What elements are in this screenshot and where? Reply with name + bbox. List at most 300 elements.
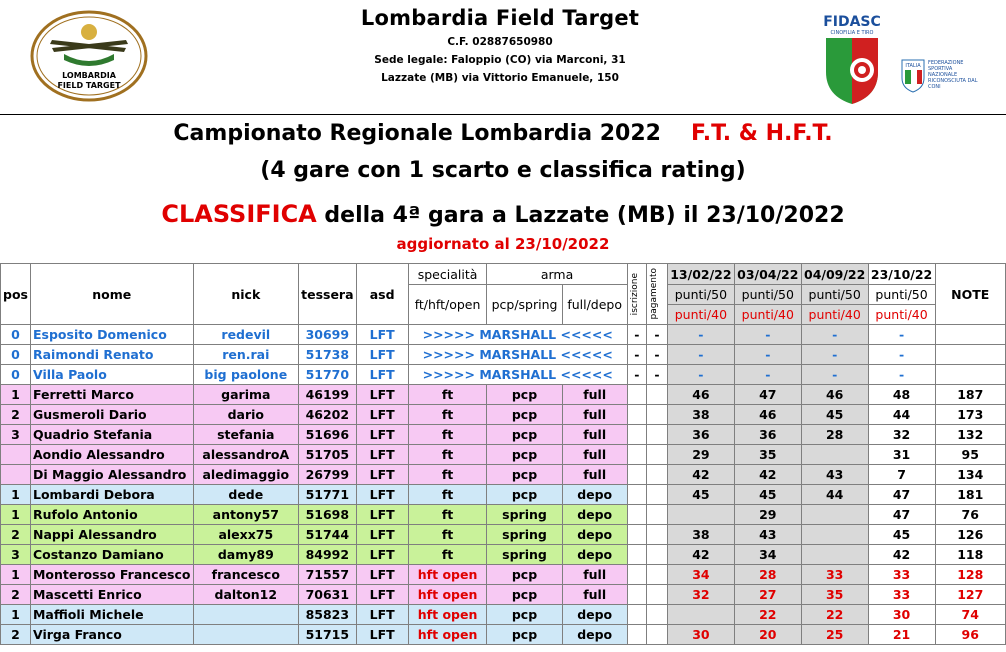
tipo-cell: full xyxy=(562,385,627,405)
asd-cell: LFT xyxy=(356,585,408,605)
table-row xyxy=(1,545,1006,565)
iscrizione-cell: - xyxy=(627,345,646,365)
iscrizione-cell xyxy=(627,565,646,585)
specialita-cell: ft xyxy=(408,425,487,445)
marshall-cell: >>>>> MARSHALL <<<<< xyxy=(408,365,627,385)
nick-cell: big paolone xyxy=(193,365,299,385)
header-p50-4: punti/50 xyxy=(868,285,935,305)
note-cell: 118 xyxy=(935,545,1005,565)
pagamento-cell: - xyxy=(646,365,667,385)
tessera-cell: 51771 xyxy=(299,485,356,505)
arma-cell: pcp xyxy=(487,585,562,605)
nome-cell: Mascetti Enrico xyxy=(30,585,193,605)
score-cell xyxy=(801,545,868,565)
arma-cell: pcp xyxy=(487,605,562,625)
pos-cell: 2 xyxy=(1,625,31,645)
score-cell: - xyxy=(868,325,935,345)
note-cell: 187 xyxy=(935,385,1005,405)
championship-title xyxy=(0,121,1006,146)
iscrizione-cell xyxy=(627,425,646,445)
tipo-cell: full xyxy=(562,405,627,425)
iscrizione-cell xyxy=(627,585,646,605)
header-specialita: specialità xyxy=(408,264,487,285)
score-cell: 20 xyxy=(734,625,801,645)
score-cell: 30 xyxy=(667,625,734,645)
score-cell: - xyxy=(734,325,801,345)
note-cell: 74 xyxy=(935,605,1005,625)
table-row xyxy=(1,565,1006,585)
asd-cell: LFT xyxy=(356,605,408,625)
title-block xyxy=(0,115,1006,264)
score-cell: 28 xyxy=(734,565,801,585)
score-cell: - xyxy=(801,345,868,365)
score-cell: 42 xyxy=(667,545,734,565)
specialita-cell: hft open xyxy=(408,625,487,645)
header-p40-2: punti/40 xyxy=(734,305,801,325)
header-pagamento: pagamento xyxy=(646,264,667,325)
asd-cell: LFT xyxy=(356,525,408,545)
ranking-table xyxy=(0,263,1006,645)
table-row xyxy=(1,525,1006,545)
arma-cell: pcp xyxy=(487,485,562,505)
tipo-cell: full xyxy=(562,565,627,585)
header-asd: asd xyxy=(356,264,408,325)
table-row xyxy=(1,425,1006,445)
note-cell: 76 xyxy=(935,505,1005,525)
score-cell: 44 xyxy=(868,405,935,425)
specialita-cell: hft open xyxy=(408,565,487,585)
score-cell: 32 xyxy=(667,585,734,605)
score-cell: 25 xyxy=(801,625,868,645)
table-row xyxy=(1,365,1006,385)
arma-cell: spring xyxy=(487,545,562,565)
asd-cell: LFT xyxy=(356,545,408,565)
header-p40-4: punti/40 xyxy=(868,305,935,325)
score-cell: 46 xyxy=(667,385,734,405)
pagamento-cell xyxy=(646,585,667,605)
tessera-cell: 71557 xyxy=(299,565,356,585)
marshall-cell: >>>>> MARSHALL <<<<< xyxy=(408,345,627,365)
header-p50-3: punti/50 xyxy=(801,285,868,305)
svg-text:FIELD TARGET: FIELD TARGET xyxy=(57,81,121,90)
pos-cell: 2 xyxy=(1,405,31,425)
score-cell: 46 xyxy=(734,405,801,425)
nick-cell: alessandroA xyxy=(193,445,299,465)
table-row xyxy=(1,485,1006,505)
arma-cell: spring xyxy=(487,525,562,545)
score-cell: 38 xyxy=(667,405,734,425)
note-cell: 134 xyxy=(935,465,1005,485)
pos-cell xyxy=(1,445,31,465)
note-cell xyxy=(935,325,1005,345)
specialita-cell: ft xyxy=(408,545,487,565)
pos-cell: 2 xyxy=(1,525,31,545)
nick-cell: garima xyxy=(193,385,299,405)
tipo-cell: full xyxy=(562,445,627,465)
ranking-rows xyxy=(1,325,1006,645)
pagamento-cell xyxy=(646,625,667,645)
iscrizione-cell xyxy=(627,525,646,545)
nome-cell: Quadrio Stefania xyxy=(30,425,193,445)
score-cell: 31 xyxy=(868,445,935,465)
score-cell: - xyxy=(868,345,935,365)
nome-cell: Ferretti Marco xyxy=(30,385,193,405)
nome-cell: Lombardi Debora xyxy=(30,485,193,505)
pagamento-cell xyxy=(646,505,667,525)
header-p40-1: punti/40 xyxy=(667,305,734,325)
pagamento-cell xyxy=(646,465,667,485)
score-cell: 43 xyxy=(801,465,868,485)
score-cell: 35 xyxy=(734,445,801,465)
score-cell: - xyxy=(801,325,868,345)
lazzate-address: Lazzate (MB) via Vittorio Emanuele, 150 xyxy=(381,72,619,84)
specialita-cell: ft xyxy=(408,465,487,485)
score-cell: 48 xyxy=(868,385,935,405)
header-tessera: tessera xyxy=(299,264,356,325)
score-cell: 22 xyxy=(734,605,801,625)
tessera-cell: 51738 xyxy=(299,345,356,365)
pagamento-cell xyxy=(646,565,667,585)
score-cell: - xyxy=(667,365,734,385)
specialita-cell: ft xyxy=(408,505,487,525)
note-cell: 127 xyxy=(935,585,1005,605)
header-nick: nick xyxy=(193,264,299,325)
tessera-cell: 46199 xyxy=(299,385,356,405)
score-cell: - xyxy=(667,345,734,365)
specialita-cell: ft xyxy=(408,405,487,425)
header-date-1: 13/02/22 xyxy=(667,264,734,285)
table-row xyxy=(1,585,1006,605)
score-cell: 47 xyxy=(868,485,935,505)
note-cell: 173 xyxy=(935,405,1005,425)
note-cell xyxy=(935,365,1005,385)
asd-cell: LFT xyxy=(356,365,408,385)
score-cell: 32 xyxy=(868,425,935,445)
nick-cell: alexx75 xyxy=(193,525,299,545)
score-cell: 33 xyxy=(801,565,868,585)
header-date-2: 03/04/22 xyxy=(734,264,801,285)
note-cell: 96 xyxy=(935,625,1005,645)
marshall-cell: >>>>> MARSHALL <<<<< xyxy=(408,325,627,345)
pagamento-cell xyxy=(646,425,667,445)
table-row xyxy=(1,385,1006,405)
nick-cell: francesco xyxy=(193,565,299,585)
nick-cell: damy89 xyxy=(193,545,299,565)
score-cell: 21 xyxy=(868,625,935,645)
asd-cell: LFT xyxy=(356,485,408,505)
legal-address: Sede legale: Faloppio (CO) via Marconi, 31 xyxy=(374,54,626,66)
score-cell xyxy=(801,505,868,525)
pos-cell: 3 xyxy=(1,545,31,565)
specialita-cell: hft open xyxy=(408,585,487,605)
table-row xyxy=(1,625,1006,645)
score-cell: 7 xyxy=(868,465,935,485)
header-pos: pos xyxy=(1,264,31,325)
header-ft-hft-open: ft/hft/open xyxy=(408,285,487,325)
asd-cell: LFT xyxy=(356,445,408,465)
nome-cell: Nappi Alessandro xyxy=(30,525,193,545)
table-row xyxy=(1,445,1006,465)
specialita-cell: ft xyxy=(408,445,487,465)
score-cell: 34 xyxy=(667,565,734,585)
tessera-cell: 84992 xyxy=(299,545,356,565)
pos-cell: 0 xyxy=(1,345,31,365)
pos-cell: 1 xyxy=(1,385,31,405)
pos-cell: 1 xyxy=(1,605,31,625)
tipo-cell: depo xyxy=(562,505,627,525)
discipline-label: F.T. & H.F.T. xyxy=(690,121,833,146)
nome-cell: Raimondi Renato xyxy=(30,345,193,365)
pagamento-cell xyxy=(646,525,667,545)
organization-info xyxy=(300,6,700,87)
score-cell: 34 xyxy=(734,545,801,565)
pagamento-cell xyxy=(646,385,667,405)
note-cell: 126 xyxy=(935,525,1005,545)
note-cell: 132 xyxy=(935,425,1005,445)
score-cell: 38 xyxy=(667,525,734,545)
svg-text:FIDASC: FIDASC xyxy=(823,14,881,30)
tipo-cell: full xyxy=(562,425,627,445)
score-cell: 45 xyxy=(801,405,868,425)
tessera-cell: 85823 xyxy=(299,605,356,625)
score-cell: 28 xyxy=(801,425,868,445)
score-cell: 29 xyxy=(667,445,734,465)
iscrizione-cell xyxy=(627,625,646,645)
nick-cell: aledimaggio xyxy=(193,465,299,485)
pos-cell: 1 xyxy=(1,485,31,505)
header-date-3: 04/09/22 xyxy=(801,264,868,285)
tipo-cell: depo xyxy=(562,545,627,565)
svg-text:CINOFILIA E TIRO: CINOFILIA E TIRO xyxy=(830,30,874,36)
iscrizione-cell xyxy=(627,445,646,465)
pos-cell: 1 xyxy=(1,505,31,525)
nick-cell: stefania xyxy=(193,425,299,445)
nick-cell xyxy=(193,605,299,625)
race-info: della 4ª gara a Lazzate (MB) il 23/10/2022 xyxy=(316,203,845,228)
tessera-cell: 51744 xyxy=(299,525,356,545)
score-cell: 22 xyxy=(801,605,868,625)
score-cell: 44 xyxy=(801,485,868,505)
score-cell: - xyxy=(868,365,935,385)
score-cell xyxy=(801,445,868,465)
pagamento-cell xyxy=(646,405,667,425)
iscrizione-cell: - xyxy=(627,365,646,385)
table-row xyxy=(1,465,1006,485)
iscrizione-cell: - xyxy=(627,325,646,345)
score-cell: - xyxy=(734,345,801,365)
svg-text:ITALIA: ITALIA xyxy=(905,63,921,69)
tessera-cell: 51770 xyxy=(299,365,356,385)
tessera-cell: 51715 xyxy=(299,625,356,645)
tessera-cell: 51705 xyxy=(299,445,356,465)
note-cell: 128 xyxy=(935,565,1005,585)
nick-cell: dalton12 xyxy=(193,585,299,605)
score-cell: 45 xyxy=(667,485,734,505)
letterhead xyxy=(0,0,1006,115)
iscrizione-cell xyxy=(627,385,646,405)
table-row xyxy=(1,325,1006,345)
org-name: Lombardia Field Target xyxy=(360,6,640,30)
score-cell: 42 xyxy=(667,465,734,485)
nome-cell: Aondio Alessandro xyxy=(30,445,193,465)
score-cell: 36 xyxy=(734,425,801,445)
nome-cell: Di Maggio Alessandro xyxy=(30,465,193,485)
tessera-cell: 70631 xyxy=(299,585,356,605)
nome-cell: Costanzo Damiano xyxy=(30,545,193,565)
header-p50-1: punti/50 xyxy=(667,285,734,305)
nome-cell: Rufolo Antonio xyxy=(30,505,193,525)
nome-cell: Gusmeroli Dario xyxy=(30,405,193,425)
lombardia-field-target-logo xyxy=(30,10,148,102)
arma-cell: spring xyxy=(487,505,562,525)
updated-date: aggiornato al 23/10/2022 xyxy=(396,235,610,253)
arma-cell: pcp xyxy=(487,465,562,485)
championship-name: Campionato Regionale Lombardia 2022 xyxy=(173,121,661,146)
header-p50-2: punti/50 xyxy=(734,285,801,305)
score-cell xyxy=(801,525,868,545)
arma-cell: pcp xyxy=(487,445,562,465)
score-cell xyxy=(667,605,734,625)
iscrizione-cell xyxy=(627,405,646,425)
pos-cell: 2 xyxy=(1,585,31,605)
asd-cell: LFT xyxy=(356,565,408,585)
pagamento-cell xyxy=(646,545,667,565)
arma-cell: pcp xyxy=(487,385,562,405)
score-cell: 47 xyxy=(868,505,935,525)
score-cell: 27 xyxy=(734,585,801,605)
score-cell: - xyxy=(667,325,734,345)
header-date-4: 23/10/22 xyxy=(868,264,935,285)
score-cell: 35 xyxy=(801,585,868,605)
nome-cell: Esposito Domenico xyxy=(30,325,193,345)
score-cell: 46 xyxy=(801,385,868,405)
pagamento-cell xyxy=(646,445,667,465)
iscrizione-cell xyxy=(627,465,646,485)
nome-cell: Monterosso Francesco xyxy=(30,565,193,585)
tessera-cell: 46202 xyxy=(299,405,356,425)
pagamento-cell: - xyxy=(646,345,667,365)
note-cell xyxy=(935,345,1005,365)
classifica-label: CLASSIFICA xyxy=(161,200,317,228)
note-cell: 95 xyxy=(935,445,1005,465)
pagamento-cell: - xyxy=(646,325,667,345)
score-cell: - xyxy=(801,365,868,385)
asd-cell: LFT xyxy=(356,385,408,405)
pagamento-cell xyxy=(646,605,667,625)
tessera-cell: 26799 xyxy=(299,465,356,485)
tipo-cell: depo xyxy=(562,485,627,505)
header-arma: arma xyxy=(487,264,627,285)
iscrizione-cell xyxy=(627,605,646,625)
note-cell: 181 xyxy=(935,485,1005,505)
asd-cell: LFT xyxy=(356,425,408,445)
nick-cell: dede xyxy=(193,485,299,505)
tipo-cell: full xyxy=(562,465,627,485)
tipo-cell: depo xyxy=(562,525,627,545)
arma-cell: pcp xyxy=(487,565,562,585)
score-cell: 42 xyxy=(868,545,935,565)
specialita-cell: hft open xyxy=(408,605,487,625)
table-row xyxy=(1,405,1006,425)
asd-cell: LFT xyxy=(356,625,408,645)
nick-cell: redevil xyxy=(193,325,299,345)
header-note: NOTE xyxy=(935,264,1005,325)
nick-cell: ren.rai xyxy=(193,345,299,365)
pagamento-cell xyxy=(646,485,667,505)
pos-cell: 0 xyxy=(1,325,31,345)
nome-cell: Villa Paolo xyxy=(30,365,193,385)
score-cell: 45 xyxy=(734,485,801,505)
score-cell: 43 xyxy=(734,525,801,545)
asd-cell: LFT xyxy=(356,325,408,345)
pos-cell: 1 xyxy=(1,565,31,585)
asd-cell: LFT xyxy=(356,345,408,365)
tipo-cell: full xyxy=(562,585,627,605)
score-cell: 33 xyxy=(868,565,935,585)
asd-cell: LFT xyxy=(356,505,408,525)
header-nome: nome xyxy=(30,264,193,325)
asd-cell: LFT xyxy=(356,405,408,425)
specialita-cell: ft xyxy=(408,485,487,505)
score-cell: 33 xyxy=(868,585,935,605)
score-cell: 29 xyxy=(734,505,801,525)
pos-cell: 3 xyxy=(1,425,31,445)
pos-cell: 0 xyxy=(1,365,31,385)
format-subtitle: (4 gare con 1 scarto e classifica rating) xyxy=(260,158,746,183)
table-row xyxy=(1,345,1006,365)
tessera-cell: 30699 xyxy=(299,325,356,345)
header-iscrizione: iscrizione xyxy=(627,264,646,325)
iscrizione-cell xyxy=(627,545,646,565)
score-cell: 36 xyxy=(667,425,734,445)
ranking-title xyxy=(0,200,1006,228)
federation-text: FEDERAZIONE SPORTIVA NAZIONALE RICONOSCIUTA DAL CONI xyxy=(928,60,978,90)
table-row xyxy=(1,605,1006,625)
specialita-cell: ft xyxy=(408,525,487,545)
nick-cell: antony57 xyxy=(193,505,299,525)
nome-cell: Virga Franco xyxy=(30,625,193,645)
pos-cell xyxy=(1,465,31,485)
score-cell: 30 xyxy=(868,605,935,625)
tessera-cell: 51696 xyxy=(299,425,356,445)
tipo-cell: depo xyxy=(562,625,627,645)
svg-text:LOMBARDIA: LOMBARDIA xyxy=(62,71,116,80)
arma-cell: pcp xyxy=(487,405,562,425)
fiscal-code: C.F. 02887650980 xyxy=(447,36,553,48)
header-pcp-spring: pcp/spring xyxy=(487,285,562,325)
tessera-cell: 51698 xyxy=(299,505,356,525)
tipo-cell: depo xyxy=(562,605,627,625)
table-row xyxy=(1,505,1006,525)
nome-cell: Maffioli Michele xyxy=(30,605,193,625)
arma-cell: pcp xyxy=(487,625,562,645)
score-cell: 47 xyxy=(734,385,801,405)
header-full-depo: full/depo xyxy=(562,285,627,325)
score-cell: 45 xyxy=(868,525,935,545)
score-cell: 42 xyxy=(734,465,801,485)
score-cell: - xyxy=(734,365,801,385)
fidasc-logo xyxy=(820,12,980,104)
header-p40-3: punti/40 xyxy=(801,305,868,325)
nick-cell xyxy=(193,625,299,645)
iscrizione-cell xyxy=(627,485,646,505)
specialita-cell: ft xyxy=(408,385,487,405)
nick-cell: dario xyxy=(193,405,299,425)
iscrizione-cell xyxy=(627,505,646,525)
score-cell xyxy=(667,505,734,525)
asd-cell: LFT xyxy=(356,465,408,485)
arma-cell: pcp xyxy=(487,425,562,445)
